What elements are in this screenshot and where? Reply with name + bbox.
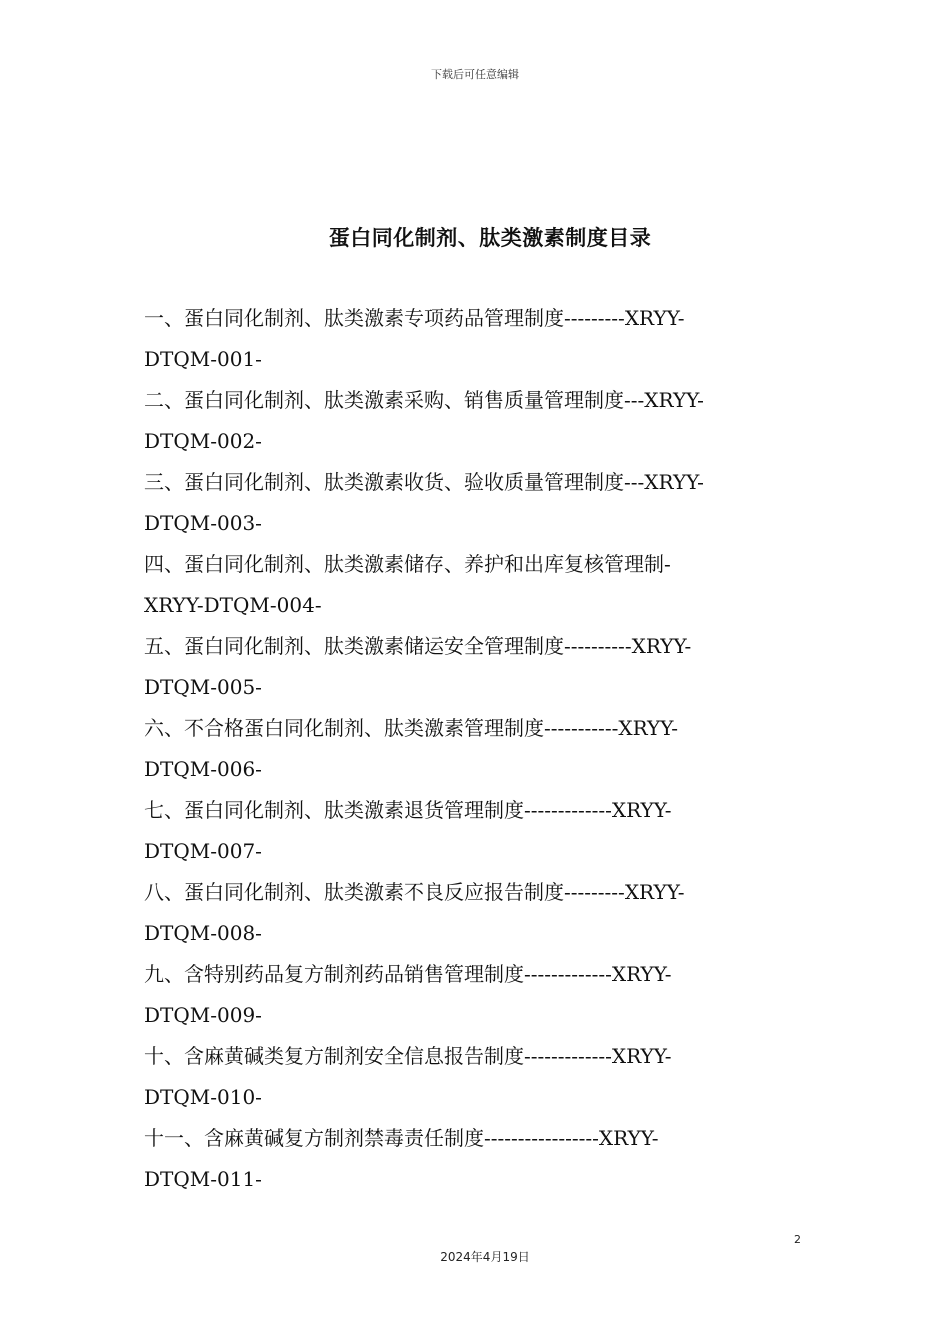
toc-entry (144, 872, 814, 954)
table-of-contents (144, 298, 814, 1200)
toc-entry-code: DTQM-005- (144, 675, 262, 699)
toc-entry-title: 八、蛋白同化制剂、肽类激素不良反应报告制度---------XRYY- (144, 880, 685, 904)
toc-entry-title: 六、不合格蛋白同化制剂、肽类激素管理制度-----------XRYY- (144, 716, 678, 740)
toc-entry-title: 九、含特别药品复方制剂药品销售管理制度-------------XRYY- (144, 962, 672, 986)
toc-entry-title: 一、蛋白同化制剂、肽类激素专项药品管理制度---------XRYY- (144, 306, 685, 330)
toc-entry (144, 708, 814, 790)
toc-entry-title: 二、蛋白同化制剂、肽类激素采购、销售质量管理制度---XRYY- (144, 388, 704, 412)
toc-entry (144, 544, 814, 626)
toc-entry (144, 380, 814, 462)
toc-entry-title: 十一、含麻黄碱复方制剂禁毒责任制度-----------------XRYY- (144, 1126, 659, 1150)
header-note: 下载后可任意编辑 (431, 68, 519, 81)
toc-entry (144, 1036, 814, 1118)
footer-date: 2024年4月19日 (440, 1250, 530, 1264)
toc-entry (144, 1118, 814, 1200)
toc-entry (144, 298, 814, 380)
toc-entry (144, 462, 814, 544)
toc-entry-code: DTQM-002- (144, 429, 262, 453)
toc-entry-code: XRYY-DTQM-004- (144, 593, 322, 617)
toc-entry-code: DTQM-008- (144, 921, 262, 945)
document-title: 蛋白同化制剂、肽类激素制度目录 (328, 226, 652, 250)
toc-entry (144, 790, 814, 872)
toc-entry-code: DTQM-003- (144, 511, 262, 535)
toc-entry-title: 四、蛋白同化制剂、肽类激素储存、养护和出库复核管理制- (144, 552, 671, 576)
toc-entry-code: DTQM-006- (144, 757, 262, 781)
toc-entry (144, 626, 814, 708)
toc-entry-code: DTQM-007- (144, 839, 262, 863)
page-number: 2 (794, 1233, 801, 1246)
toc-entry (144, 954, 814, 1036)
toc-entry-title: 五、蛋白同化制剂、肽类激素储运安全管理制度----------XRYY- (144, 634, 692, 658)
toc-entry-code: DTQM-009- (144, 1003, 262, 1027)
toc-entry-code: DTQM-011- (144, 1167, 262, 1191)
toc-entry-code: DTQM-010- (144, 1085, 262, 1109)
toc-entry-title: 三、蛋白同化制剂、肽类激素收货、验收质量管理制度---XRYY- (144, 470, 704, 494)
toc-entry-code: DTQM-001- (144, 347, 262, 371)
toc-entry-title: 十、含麻黄碱类复方制剂安全信息报告制度-------------XRYY- (144, 1044, 672, 1068)
toc-entry-title: 七、蛋白同化制剂、肽类激素退货管理制度-------------XRYY- (144, 798, 672, 822)
